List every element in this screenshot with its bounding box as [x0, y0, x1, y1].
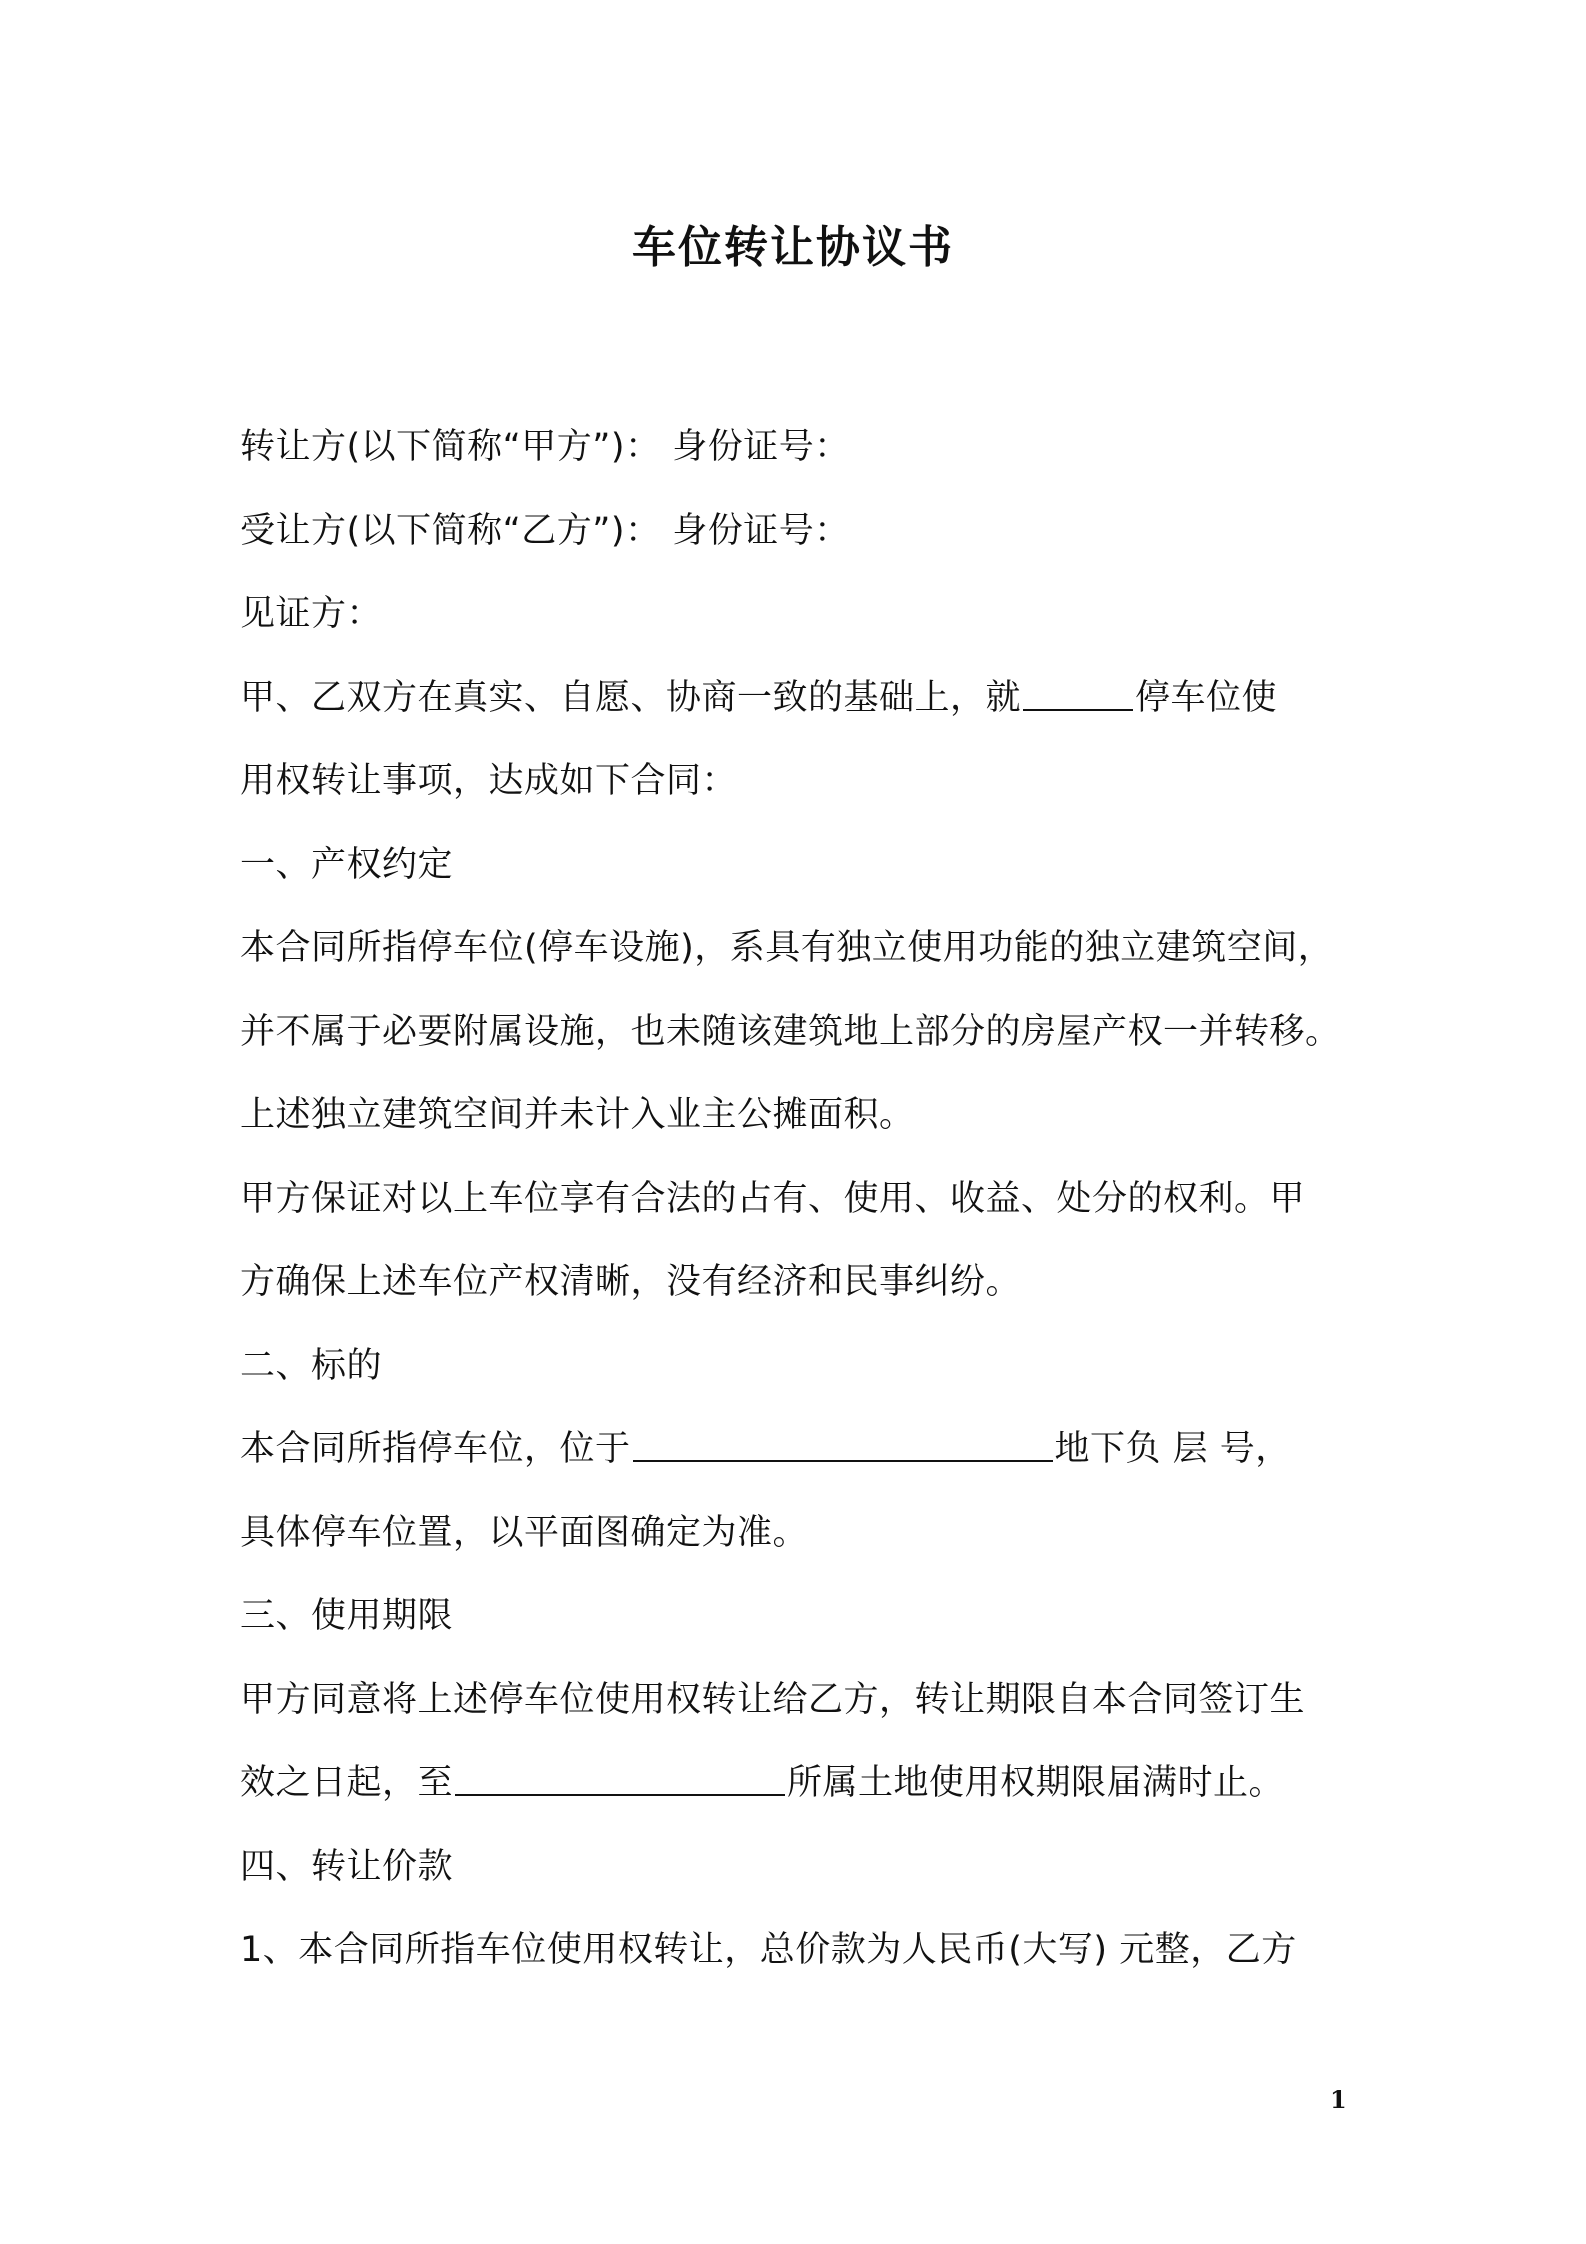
page-number: 1 [1330, 2085, 1347, 2114]
section-heading-4: 四、转让价款 [240, 1846, 454, 1887]
preamble-text-a: 甲、乙双方在真实、自愿、协商一致的基础上，就 [240, 677, 1022, 718]
paragraph-line: 上述独立建筑空间并未计入业主公摊面积。 [240, 1095, 915, 1135]
paragraph-line: 具体停车位置，以平面图确定为准。 [240, 1512, 809, 1553]
location-text-b: 地下负 层 号， [1054, 1429, 1291, 1469]
paragraph-line: 1、本合同所指车位使用权转让，总价款为人民币(大写) 元整，乙方 [240, 1930, 1297, 1970]
location-text-a: 本合同所指停车位，位于 [240, 1429, 631, 1469]
transferor-line: 转让方(以下简称“甲方”)： 身份证号： [240, 427, 850, 467]
preamble-line-2: 用权转让事项，达成如下合同： [240, 761, 738, 801]
paragraph-line: 甲方保证对以上车位享有合法的占有、使用、收益、处分的权利。甲 [240, 1178, 1306, 1219]
term-line [240, 1742, 1370, 1826]
section-heading-1: 一、产权约定 [240, 844, 454, 885]
paragraph-line: 并不属于必要附属设施，也未随该建筑地上部分的房屋产权一并转移。 [240, 1011, 1341, 1052]
location-line [240, 1408, 1370, 1492]
paragraph-line: 本合同所指停车位(停车设施)，系具有独立使用功能的独立建筑空间， [240, 928, 1334, 968]
paragraph-line: 方确保上述车位产权清晰，没有经济和民事纠纷。 [240, 1262, 1022, 1302]
preamble-text-b: 停车位使 [1135, 677, 1278, 718]
paragraph-line: 甲方同意将上述停车位使用权转让给乙方，转让期限自本合同签订生 [240, 1679, 1306, 1720]
location-blank [633, 1422, 1053, 1462]
parking-space-blank [1023, 671, 1133, 711]
document-body [240, 406, 1370, 1993]
document-title: 车位转让协议书 [632, 222, 954, 273]
witness-line: 见证方： [240, 594, 383, 634]
term-blank [455, 1756, 785, 1796]
term-text-b: 所属土地使用权期限届满时止。 [787, 1763, 1285, 1803]
term-text-a: 效之日起，至 [240, 1763, 454, 1803]
preamble-line-1 [240, 657, 1370, 741]
transferee-line: 受让方(以下简称“乙方”)： 身份证号： [240, 510, 850, 551]
section-heading-3: 三、使用期限 [240, 1596, 454, 1636]
section-heading-2: 二、标的 [240, 1345, 383, 1386]
